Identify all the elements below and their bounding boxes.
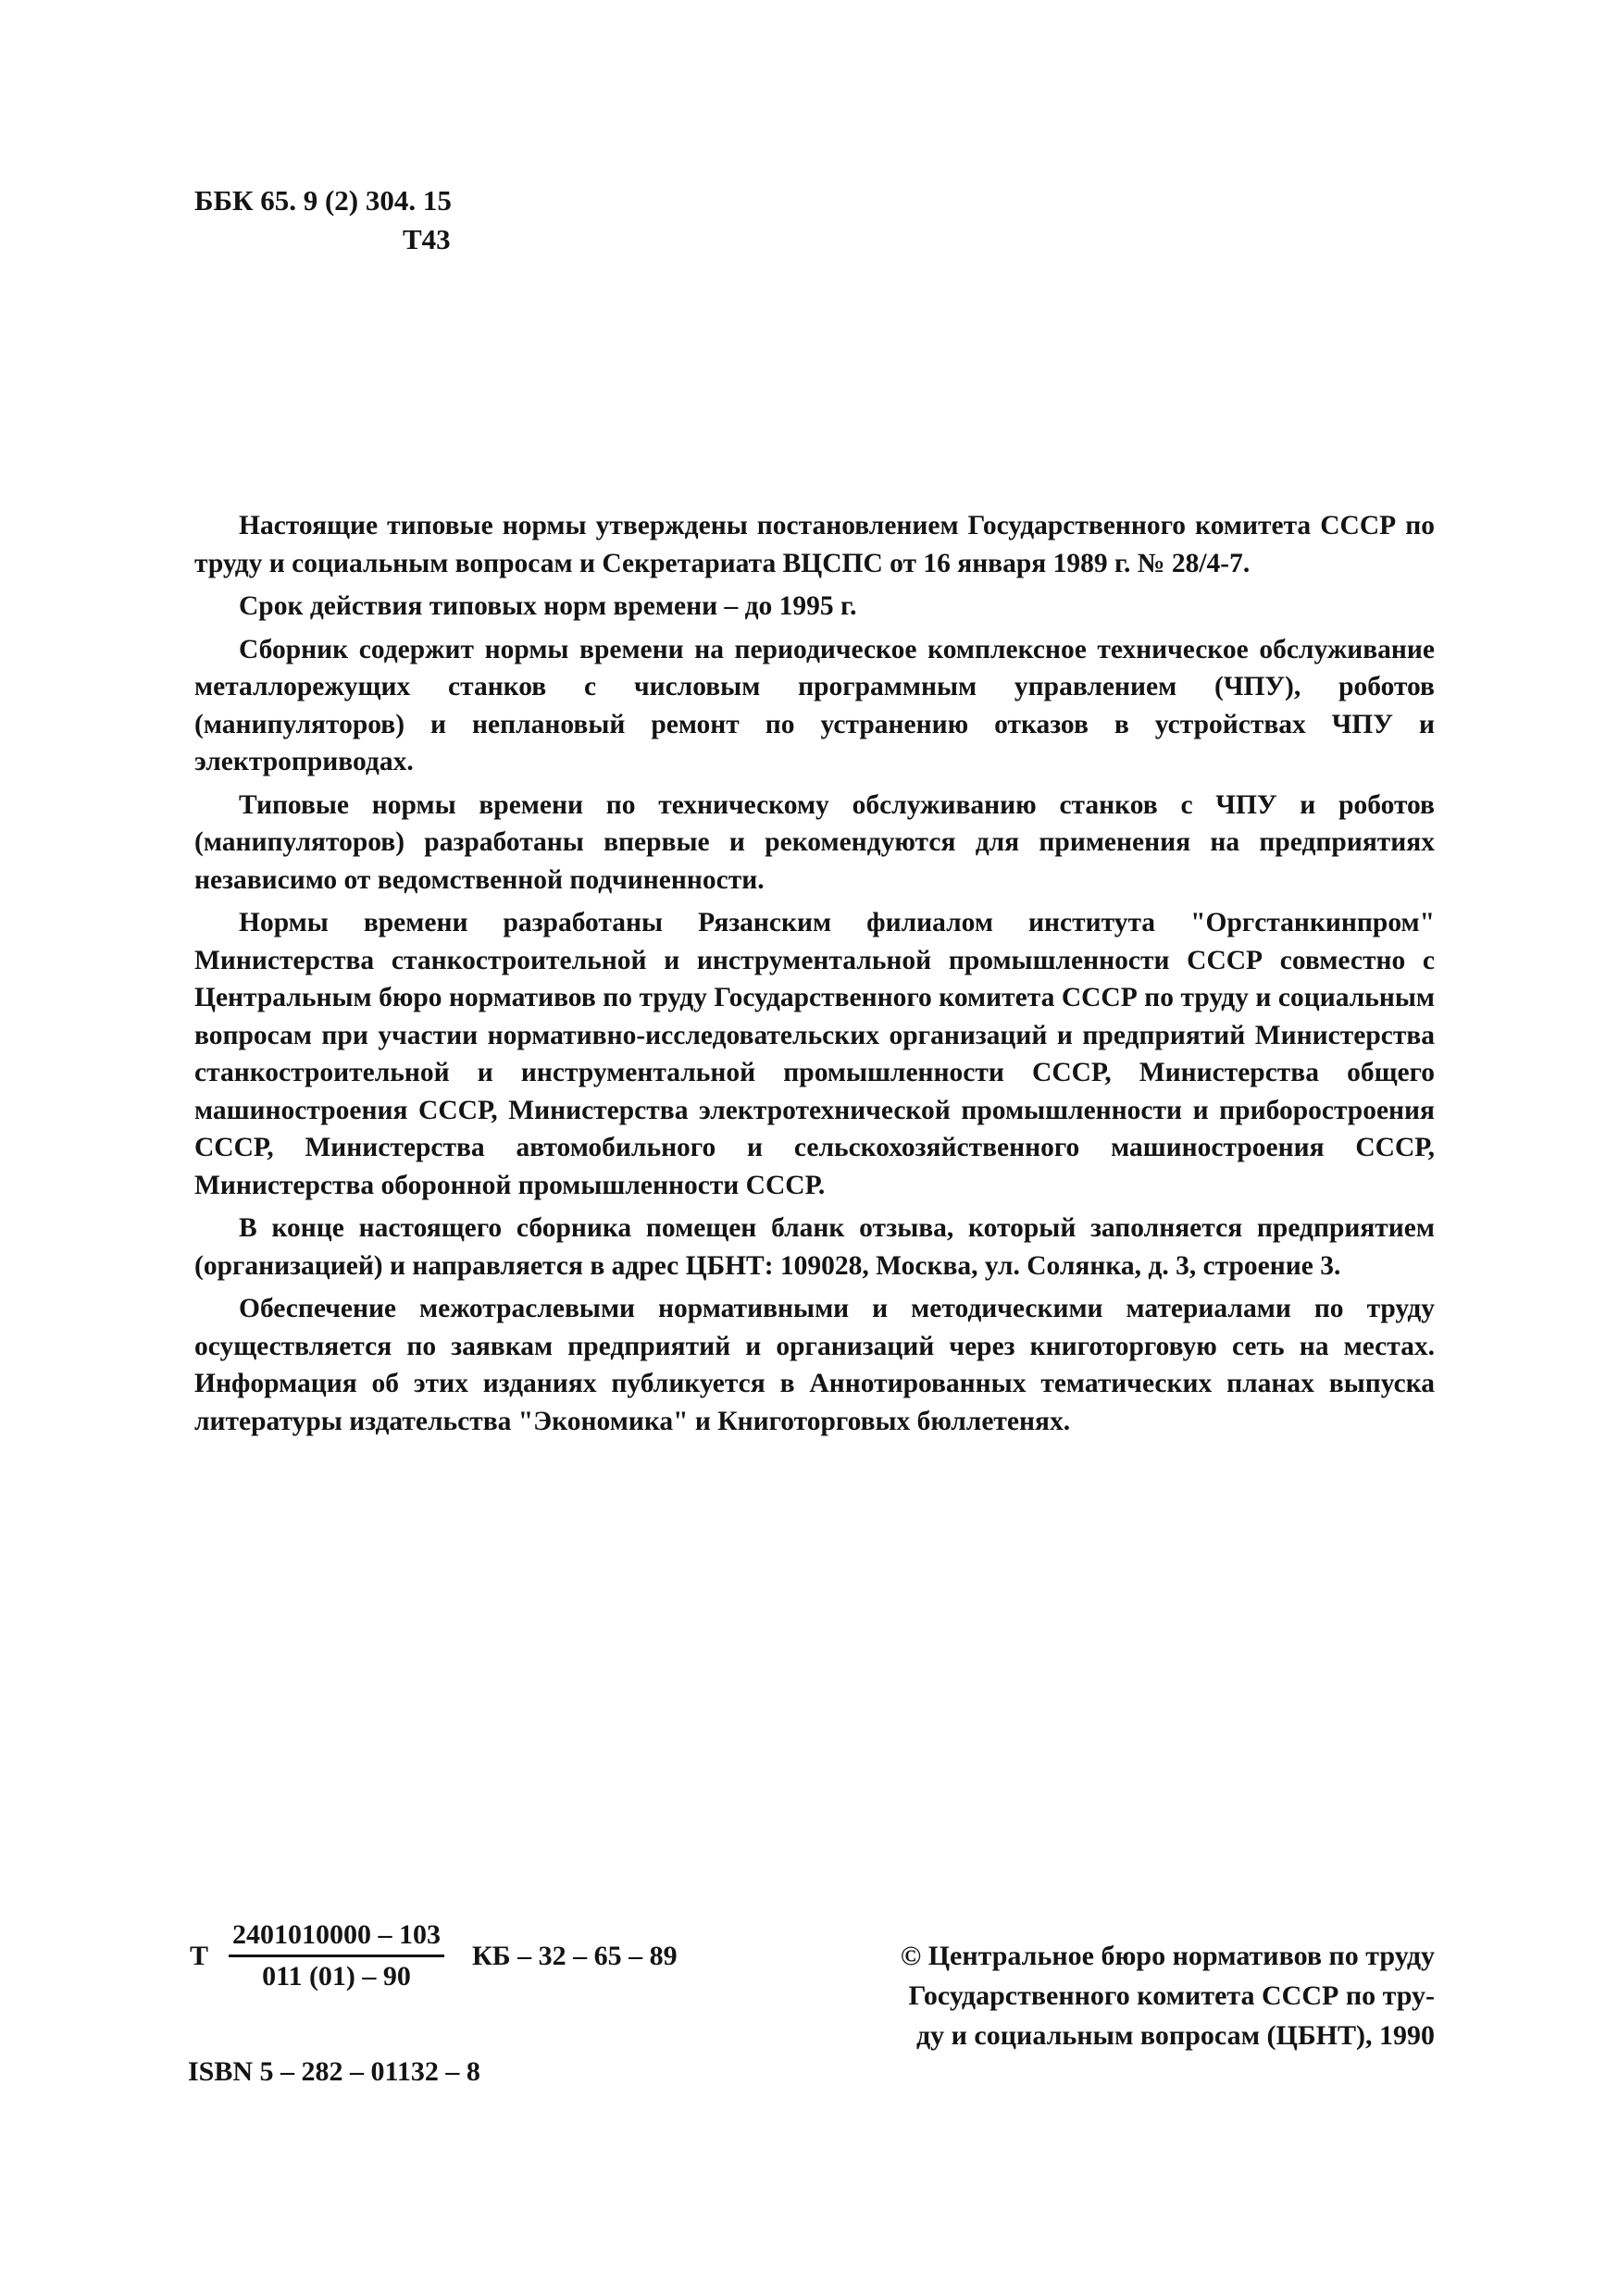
paragraph-developers: Нормы времени разработаны Рязанским филиалом института "Оргстанкинпром" Министерства станкостроительной и инструментальной промышленности СССР совместно с Центральным бюро нормативов по труду Государственного комитета СССР по труду и социальным вопросам при участии нормативно-исследовательских организаций и предприятий Министерства станкостроительной и инструментальной промышленности СССР, Министерства общего машиностроения СССР, Министерства электротехнической промышленности и приборостроения СССР, Министерства автомобильного и сельскохозяйственного машиностроения СССР, Министерства оборонной промышленности СССР. (194, 908, 1435, 1200)
paragraph-validity: Срок действия типовых норм времени – до 1995 г. (239, 591, 857, 621)
paragraph-distribution: Обеспечение межотраслевыми нормативными и методическими материалами по труду осуществляется по заявкам предприятий и организаций через книготорговую сеть на местах. Информация об этих изданиях публикуется в Аннотированных тематических планах выпуска литературы издательства "Экономика" и Книготорговых бюллетенях. (194, 1294, 1435, 1436)
copyright-notice (842, 1936, 1435, 2055)
code-fraction (229, 1917, 444, 1994)
publication-code (190, 1917, 678, 1994)
bbk-index: ББК 65. 9 (2) 304. 15 (194, 184, 452, 217)
bbk-classification (194, 181, 452, 259)
copyright-line-3: ду и социальным вопросам (ЦБНТ), 1990 (915, 2020, 1435, 2051)
paragraph-approval: Настоящие типовые нормы утверждены постановлением Государственного комитета СССР по труду и социальным вопросам и Секретариата ВЦСПС от 16 января 1989 г. № 28/4-7. (194, 511, 1435, 578)
annotation-text (194, 507, 1435, 1440)
copyright-line-2: Государственного комитета СССР по тру- (908, 1980, 1435, 2011)
isbn: ISBN 5 – 282 – 01132 – 8 (188, 2056, 480, 2087)
paragraph-contents: Сборник содержит нормы времени на периодическое комплексное техническое обслуживание металлорежущих станков с числовым программным управлением (ЧПУ), роботов (манипуляторов) и неплановый ремонт по устранению отказов в устройствах ЧПУ и электроприводах. (194, 634, 1435, 776)
code-denominator: 011 (01) – 90 (262, 1961, 411, 1992)
paragraph-feedback: В конце настоящего сборника помещен бланк отзыва, который заполняется предприятием (организацией) и направляется в адрес ЦБНТ: 109028, Москва, ул. Солянка, д. 3, строение 3. (194, 1213, 1435, 1281)
code-numerator: 2401010000 – 103 (229, 1917, 444, 1957)
kb-code: КБ – 32 – 65 – 89 (472, 1940, 678, 1971)
code-letter: Т (190, 1940, 209, 1971)
copyright-line-1: © Центральное бюро нормативов по труду (900, 1941, 1435, 1971)
author-mark: Т43 (403, 223, 451, 255)
paragraph-recommendation: Типовые нормы времени по техническому обслуживанию станков с ЧПУ и роботов (манипуляторов) разработаны впервые и рекомендуются для применения на предприятиях независимо от ведомственной подчиненности. (194, 789, 1435, 895)
